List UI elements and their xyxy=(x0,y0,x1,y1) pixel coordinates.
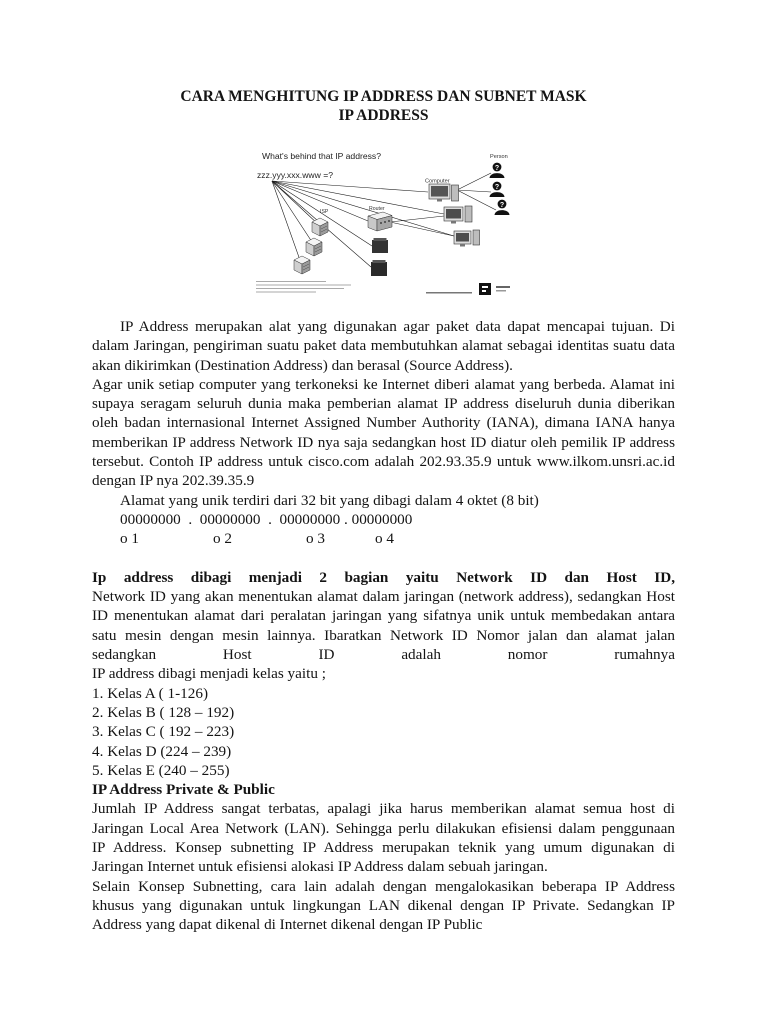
ip-address-diagram xyxy=(250,146,522,300)
logo-block xyxy=(479,283,491,295)
router-label: Router xyxy=(369,206,385,212)
diagram-heading: What's behind that IP address? xyxy=(262,151,382,161)
address-bits: 00000000 . 00000000 . 00000000 . 00000000 xyxy=(120,510,413,528)
isp-label: ISP xyxy=(320,209,329,215)
logo-caption-mark xyxy=(496,286,510,288)
computer-icon xyxy=(444,206,472,224)
person-question-mark: ? xyxy=(494,184,500,191)
document-body xyxy=(92,317,675,935)
footnote-mark xyxy=(426,292,472,294)
footnote-mark xyxy=(256,281,326,282)
section-heading-private-public: IP Address Private & Public xyxy=(92,781,275,799)
computer-tower xyxy=(465,206,472,222)
address-format-caption: Alamat yang unik terdiri dari 32 bit yang dibagi dalam 4 oktet (8 bit) xyxy=(120,491,539,509)
monitor-screen xyxy=(456,233,469,242)
class-list-item: 5. Kelas E (240 – 255) xyxy=(92,761,230,779)
class-list-item: 2. Kelas B ( 128 – 192) xyxy=(92,703,235,721)
paragraph-line: tersebut. Contoh IP address untuk cisco.com adalah 202.93.35.9 untuk www.ilkom.unsri.ac.id xyxy=(92,453,675,471)
paragraph-line: Jumlah IP Address sangat terbatas, apalagi jika harus memberikan alamat semua host di xyxy=(92,800,675,818)
person-question-mark: ? xyxy=(494,165,500,172)
phone-handset xyxy=(374,238,387,241)
octet-label: o 3 xyxy=(306,530,325,548)
document-subtitle: IP ADDRESS xyxy=(338,107,429,125)
monitor-screen xyxy=(431,186,448,197)
person-question-mark: ? xyxy=(499,202,505,209)
paragraph-line: oleh badan internasional Internet Assigned Number Authority (IANA), dimana IANA hanya xyxy=(92,414,675,432)
router-port xyxy=(384,221,386,223)
class-list-intro: IP address dibagi menjadi kelas yaitu ; xyxy=(92,665,326,683)
class-list-item: 1. Kelas A ( 1-126) xyxy=(92,684,208,702)
phone-icon xyxy=(371,260,387,276)
isp-server-icon xyxy=(306,238,322,256)
octet-label: o 4 xyxy=(375,530,394,548)
paragraph-line: dalam Jaringan, pengiriman suatu paket data membutuhkan alamat sebagai identitas suatu data xyxy=(92,337,675,355)
octet-label: o 2 xyxy=(213,530,232,548)
router-icon xyxy=(368,212,392,231)
paragraph-line: Jaringan Internet untuk efisiensi alokasi IP Address dalam sebuah jaringan. xyxy=(92,858,548,876)
paragraph-private-public-2 xyxy=(92,877,675,935)
monitor-stand xyxy=(437,199,442,202)
computer-label: Computer xyxy=(425,178,450,185)
paragraph-ip-definition xyxy=(92,317,675,375)
phone-body xyxy=(372,240,388,253)
phone-handset xyxy=(373,260,386,263)
paragraph-line: Agar unik setiap computer yang terkoneksi ke Internet diberi alamat yang berbeda. Alamat ini xyxy=(92,375,675,393)
paragraph-line: Network ID yang akan menentukan alamat dalam jaringan (network address), sedangkan Host xyxy=(92,588,675,606)
footnote-mark xyxy=(256,288,344,289)
paragraph-iana xyxy=(92,375,675,491)
person-label: Person xyxy=(490,154,508,160)
monitor-stand xyxy=(460,244,465,247)
paragraph-line: khusus yang digunakan untuk lingkungan LAN dikenal dengan IP Private. Sedangkan IP xyxy=(92,896,675,914)
computer-icon xyxy=(454,230,480,247)
paragraph-line: ID menentukan alamat dari peralatan jaringan yang sifatnya unik untuk membedakan antara xyxy=(92,607,675,625)
computer-tower xyxy=(473,230,480,245)
diagram-query: zzz.yyy.xxx.www =? xyxy=(257,170,334,180)
router-port xyxy=(380,222,382,224)
paragraph-lead: Ip address dibagi menjadi 2 bagian yaitu Network ID dan Host ID, xyxy=(92,568,675,586)
paragraph-line: satu mesin dengan mesin lainnya. Ibaratkan Network ID Nomor jalan dan alamat jalan xyxy=(92,626,675,644)
phone-icon xyxy=(372,238,388,253)
computer-tower xyxy=(452,185,459,201)
isp-server-icon xyxy=(294,256,310,274)
computer-icon xyxy=(429,184,459,202)
paragraph-network-host xyxy=(92,568,675,664)
paragraph-line: Jaringan Local Area Network (LAN). Sehingga perlu dilakukan efisiensi dalam penggunaan xyxy=(92,819,675,837)
address-format-block xyxy=(92,491,675,549)
footnote-mark xyxy=(256,292,316,293)
paragraph-line: dengan IP nya 202.39.35.9 xyxy=(92,472,255,490)
phone-body xyxy=(371,262,387,276)
paragraph-line: supaya seragam seluruh dunia maka pemberian alamat IP address diseluruh dunia diberikan xyxy=(92,395,675,413)
logo-caption-mark xyxy=(496,290,506,292)
class-list-item: 4. Kelas D (224 – 239) xyxy=(92,742,232,760)
paragraph-private-public-1 xyxy=(92,799,675,876)
paragraph-line: akan dikirimkan (Destination Address) dan berasal (Source Address). xyxy=(92,356,513,374)
ip-class-list xyxy=(92,664,675,780)
logo-mark xyxy=(482,286,488,288)
paragraph-line: sedangkan Host ID adalah nomor rumahnya xyxy=(92,646,675,664)
paragraph-line: memberikan IP address Network ID nya saja sedangkan host ID diatur oleh pemilik IP address xyxy=(92,433,675,451)
octet-label: o 1 xyxy=(120,530,139,548)
document-title-block xyxy=(92,87,675,126)
monitor-screen xyxy=(446,209,461,219)
router-port xyxy=(388,220,390,222)
document-title: CARA MENGHITUNG IP ADDRESS DAN SUBNET MASK xyxy=(180,88,587,105)
footnote-mark xyxy=(256,285,351,286)
paragraph-line: IP Address merupakan alat yang digunakan agar paket data dapat mencapai tujuan. Di xyxy=(120,318,675,335)
blank-line xyxy=(92,549,675,568)
class-list-item: 3. Kelas C ( 192 – 223) xyxy=(92,723,235,741)
paragraph-line: Address yang dapat dikenal di Internet dikenal dengan IP Public xyxy=(92,916,483,934)
isp-server-icon xyxy=(312,218,328,236)
paragraph-line: Selain Konsep Subnetting, cara lain adalah dengan mengalokasikan beberapa IP Address xyxy=(92,877,675,895)
octet-labels xyxy=(92,529,675,548)
logo-mark xyxy=(482,290,486,292)
paragraph-line: IP Address. Konsep subnetting IP Address merupakan teknik yang umum digunakan di xyxy=(92,839,675,857)
monitor-stand xyxy=(451,221,456,224)
